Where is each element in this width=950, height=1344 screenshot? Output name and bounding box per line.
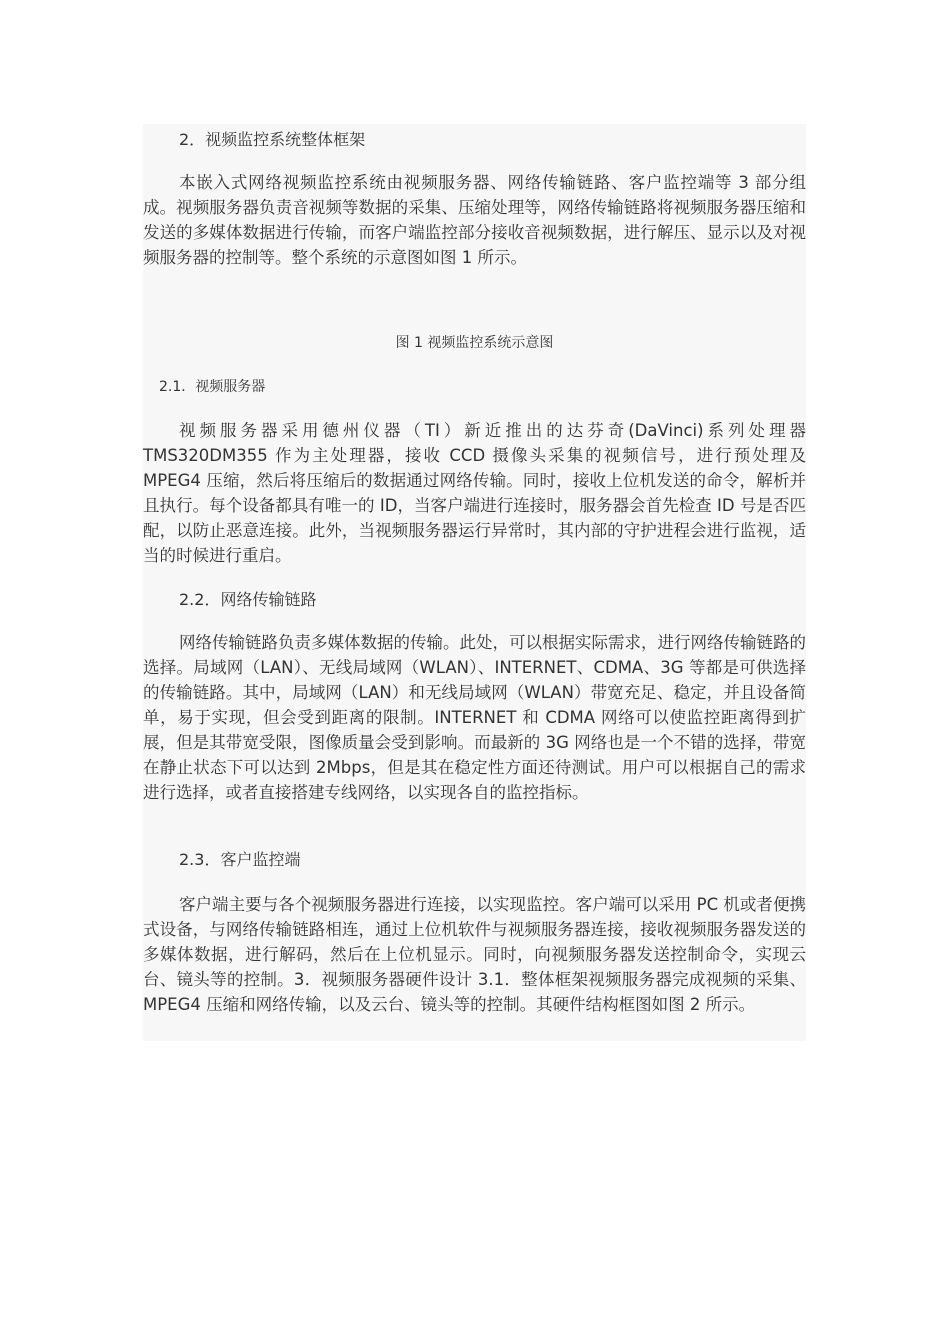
section-2-2-paragraph: 网络传输链路负责多媒体数据的传输。此处，可以根据实际需求，进行网络传输链路的选择。局域网（LAN）、无线局域网（WLAN）、INTERNET、CDMA、3G 等都是可供选择的传输链路。其中，局域网（LAN）和无线局域网（WLAN）带宽充足、稳定，并且设备简单，易于实现，但会受到距离的限制。INTERNET 和 CDMA 网络可以使监控距离得到扩展，但是其带宽受限，图像质量会受到影响。而最新的 3G 网络也是一个不错的选择，带宽在静止状态下可以达到 2Mbps，但是其在稳定性方面还待测试。用户可以根据自己的需求进行选择，或者直接搭建专线网络，以实现各自的监控指标。 (143, 633, 806, 802)
article-panel (143, 124, 806, 1041)
section-2-1-heading: 2.1．视频服务器 (159, 379, 266, 395)
section-2-paragraph: 本嵌入式网络视频监控系统由视频服务器、网络传输链路、客户监控端等 3 部分组成。视频服务器负责音视频等数据的采集、压缩处理等，网络传输链路将视频服务器压缩和发送的多媒体数据进行传输，而客户端监控部分接收音视频数据，进行解压、显示以及对视频服务器的控制等。整个系统的示意图如图 1 所示。 (143, 173, 806, 267)
section-2-heading: 2．视频监控系统整体框架 (179, 130, 366, 149)
section-2-3-heading: 2.3．客户监控端 (179, 850, 301, 869)
figure-1-placeholder (143, 264, 806, 324)
section-2-2-heading: 2.2．网络传输链路 (179, 590, 317, 609)
figure-1-caption: 图 1 视频监控系统示意图 (395, 335, 554, 351)
section-2-3-paragraph: 客户端主要与各个视频服务器进行连接，以实现监控。客户端可以采用 PC 机或者便携式设备，与网络传输链路相连，通过上位机软件与视频服务器连接，接收视频服务器发送的多媒体数据，进行解码，然后在上位机显示。同时，向视频服务器发送控制命令，实现云台、镜头等的控制。3．视频服务器硬件设计 3.1．整体框架视频服务器完成视频的采集、MPEG4 压缩和网络传输，以及云台、镜头等的控制。其硬件结构框图如图 2 所示。 (143, 895, 806, 1014)
section-2-1-paragraph: 视频服务器采用德州仪器（TI）新近推出的达芬奇(DaVinci)系列处理器 TMS320DM355 作为主处理器，接收 CCD 摄像头采集的视频信号，进行预处理及 MPEG4 压缩，然后将压缩后的数据通过网络传输。同时，接收上位机发送的命令，解析并且执行。每个设备都具有唯一的 ID，当客户端进行连接时，服务器会首先检查 ID 号是否匹配，以防止恶意连接。此外，当视频服务器运行异常时，其内部的守护进程会进行监视，适当的时候进行重启。 (143, 421, 806, 565)
